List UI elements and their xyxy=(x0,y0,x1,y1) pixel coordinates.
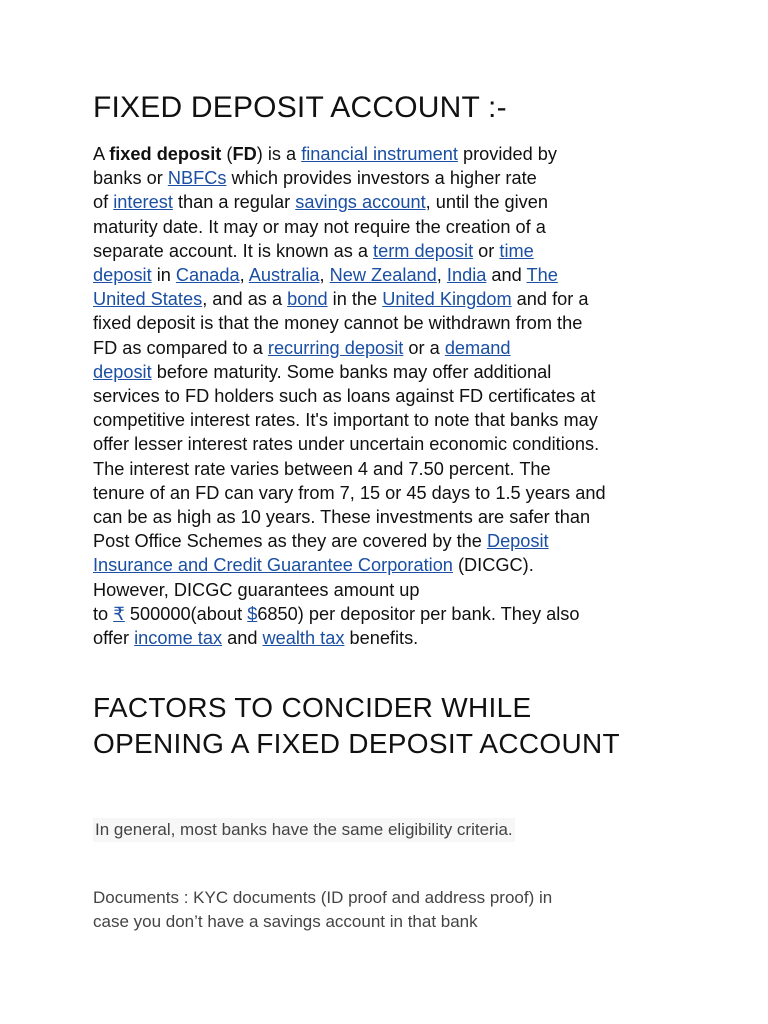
text: (DICGC). xyxy=(452,555,534,576)
link-wealth-tax[interactable]: wealth tax xyxy=(262,628,345,649)
text: offer xyxy=(93,628,135,649)
para-line-9 xyxy=(93,336,693,360)
link-united-kingdom[interactable]: United Kingdom xyxy=(382,289,512,310)
link-demand-deposit-cont[interactable]: deposit xyxy=(93,361,152,382)
text: before maturity. Some banks may offer additional xyxy=(151,361,552,382)
para-line-1 xyxy=(93,142,693,166)
text: , and as a xyxy=(202,289,288,310)
link-united-states-cont[interactable]: United States xyxy=(93,289,203,310)
text: benefits. xyxy=(344,628,419,649)
para-line-18 xyxy=(93,553,693,577)
link-rupee[interactable]: ₹ xyxy=(113,603,125,624)
link-dicgc[interactable]: Deposit xyxy=(486,531,549,552)
fd-description-paragraph xyxy=(93,142,693,650)
text: FD as compared to a xyxy=(93,337,268,358)
link-dicgc-cont[interactable]: Insurance and Credit Guarantee Corporation xyxy=(93,555,453,576)
text: in the xyxy=(327,289,383,310)
text: separate account. It is known as a xyxy=(93,240,374,261)
para-line-21 xyxy=(93,626,693,650)
link-new-zealand[interactable]: New Zealand xyxy=(329,265,437,286)
text: A xyxy=(93,144,110,164)
text: ( xyxy=(221,144,233,164)
para-line-8: fixed deposit is that the money cannot be withdrawn from the xyxy=(93,313,583,334)
documents-line-2: case you don’t have a savings account in that bank xyxy=(93,912,478,931)
link-australia[interactable]: Australia xyxy=(248,265,320,286)
bold-term-fd: FD xyxy=(232,144,257,164)
text: 500000(about xyxy=(124,603,248,624)
para-line-6 xyxy=(93,263,693,287)
text: or xyxy=(473,240,500,261)
text: in xyxy=(151,265,176,286)
link-income-tax[interactable]: income tax xyxy=(134,628,223,649)
para-line-19: However, DICGC guarantees amount up xyxy=(93,579,420,600)
section-heading-line-1: FACTORS TO CONCIDER WHILE xyxy=(93,692,532,723)
para-line-5 xyxy=(93,239,693,263)
text: and xyxy=(486,265,527,286)
para-line-10 xyxy=(93,360,693,384)
documents-note xyxy=(93,886,552,934)
para-line-20 xyxy=(93,602,693,626)
text: , until the given xyxy=(425,192,548,213)
documents-line-1: Documents : KYC documents (ID proof and address proof) in xyxy=(93,888,553,907)
text: banks or xyxy=(93,168,168,189)
bold-term-fixed-deposit: fixed deposit xyxy=(109,144,222,164)
para-line-3 xyxy=(93,190,693,214)
text: 6850) per depositor per bank. They also xyxy=(257,603,580,624)
link-dollar[interactable]: $ xyxy=(247,603,258,624)
para-line-12: competitive interest rates. It's important to note that banks may xyxy=(93,410,598,431)
text: , xyxy=(436,265,447,286)
para-line-4: maturity date. It may or may not require the creation of a xyxy=(93,216,546,237)
link-the-united-states[interactable]: The xyxy=(526,265,558,286)
para-line-11: services to FD holders such as loans against FD certificates at xyxy=(93,386,596,407)
link-time-deposit-cont[interactable]: deposit xyxy=(93,265,152,286)
text: provided by xyxy=(457,144,557,164)
para-line-7 xyxy=(93,287,693,311)
text: ) is a xyxy=(256,144,302,164)
link-interest[interactable]: interest xyxy=(113,192,173,213)
section-heading-line-2: OPENING A FIXED DEPOSIT ACCOUNT xyxy=(93,728,620,759)
para-line-15: tenure of an FD can vary from 7, 15 or 45 days to 1.5 years and xyxy=(93,482,606,503)
eligibility-note: In general, most banks have the same eligibility criteria. xyxy=(93,818,515,842)
link-india[interactable]: India xyxy=(446,265,487,286)
text: , xyxy=(319,265,330,286)
page-title: FIXED DEPOSIT ACCOUNT :- xyxy=(93,91,507,124)
text: to xyxy=(93,603,114,624)
link-savings-account[interactable]: savings account xyxy=(295,192,426,213)
para-line-17 xyxy=(93,529,693,553)
link-time-deposit[interactable]: time xyxy=(499,240,534,261)
para-line-16: can be as high as 10 years. These investments are safer than xyxy=(93,507,591,528)
para-line-2 xyxy=(93,166,693,190)
para-line-13: offer lesser interest rates under uncertain economic conditions. xyxy=(93,434,600,455)
link-nbfcs[interactable]: NBFCs xyxy=(167,168,227,189)
link-financial-instrument[interactable]: financial instrument xyxy=(301,144,458,164)
link-term-deposit[interactable]: term deposit xyxy=(373,240,474,261)
text: and for a xyxy=(511,289,589,310)
para-line-14: The interest rate varies between 4 and 7.50 percent. The xyxy=(93,458,551,479)
text: Post Office Schemes as they are covered by the xyxy=(93,531,487,552)
link-canada[interactable]: Canada xyxy=(175,265,240,286)
link-demand-deposit[interactable]: demand xyxy=(444,337,511,358)
text: or a xyxy=(403,337,445,358)
link-recurring-deposit[interactable]: recurring deposit xyxy=(267,337,404,358)
text: than a regular xyxy=(172,192,296,213)
text: , xyxy=(239,265,249,286)
text: of xyxy=(93,192,114,213)
text: and xyxy=(222,628,263,649)
section-heading xyxy=(93,690,620,762)
text: which provides investors a higher rate xyxy=(226,168,537,189)
link-bond[interactable]: bond xyxy=(287,289,328,310)
